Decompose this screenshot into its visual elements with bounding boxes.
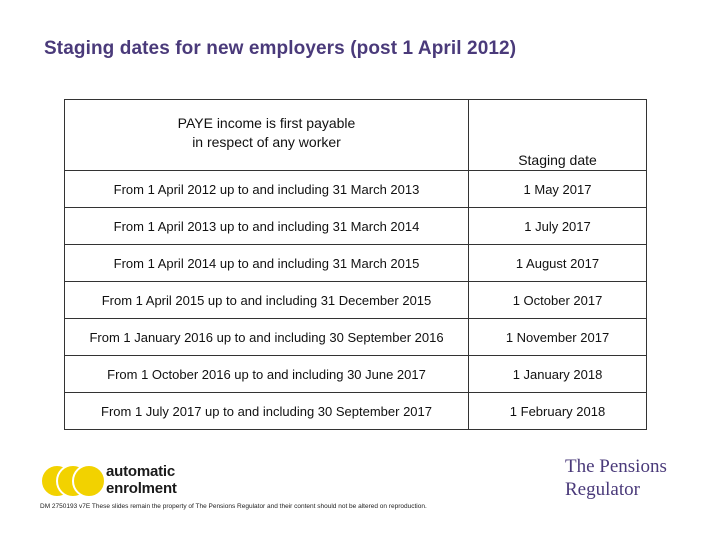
- table-row: [65, 282, 647, 319]
- row-period: From 1 April 2012 up to and including 31 March 2013: [65, 171, 469, 208]
- table-row: [65, 208, 647, 245]
- tpr-line1: The Pensions: [565, 456, 667, 477]
- row-period: From 1 July 2017 up to and including 30 September 2017: [65, 393, 469, 430]
- staging-dates-table: [64, 99, 647, 430]
- row-period: From 1 April 2013 up to and including 31 March 2014: [65, 208, 469, 245]
- row-staging-date: 1 November 2017: [469, 319, 647, 356]
- slide-title: Staging dates for new employers (post 1 April 2012): [44, 38, 517, 59]
- table-header-row: [65, 100, 647, 171]
- row-period: From 1 October 2016 up to and including 30 June 2017: [65, 356, 469, 393]
- tpr-line2: Regulator: [565, 479, 640, 500]
- ae-line1: automatic: [106, 463, 176, 480]
- ae-line2: enrolment: [106, 480, 177, 497]
- row-staging-date: 1 October 2017: [469, 282, 647, 319]
- row-staging-date: 1 May 2017: [469, 171, 647, 208]
- row-staging-date: 1 July 2017: [469, 208, 647, 245]
- table-row: [65, 393, 647, 430]
- table-row: [65, 356, 647, 393]
- row-period: From 1 April 2015 up to and including 31 December 2015: [65, 282, 469, 319]
- row-period: From 1 April 2014 up to and including 31 March 2015: [65, 245, 469, 282]
- table-row: [65, 319, 647, 356]
- row-staging-date: 1 August 2017: [469, 245, 647, 282]
- table-row: [65, 171, 647, 208]
- header-paye-line2: in respect of any worker: [192, 134, 341, 150]
- header-paye-line1: PAYE income is first payable: [177, 115, 356, 131]
- table-row: [65, 245, 647, 282]
- footer-disclaimer: DM 2750193 v7E These slides remain the property of The Pensions Regulator and their content should not be altered on reproduction.: [40, 503, 427, 510]
- header-staging-date: Staging date: [469, 100, 647, 171]
- row-staging-date: 1 February 2018: [469, 393, 647, 430]
- row-period: From 1 January 2016 up to and including 30 September 2016: [65, 319, 469, 356]
- automatic-enrolment-wordmark: [106, 463, 177, 497]
- header-paye-income: [65, 100, 469, 171]
- pensions-regulator-logo: [565, 455, 667, 501]
- row-staging-date: 1 January 2018: [469, 356, 647, 393]
